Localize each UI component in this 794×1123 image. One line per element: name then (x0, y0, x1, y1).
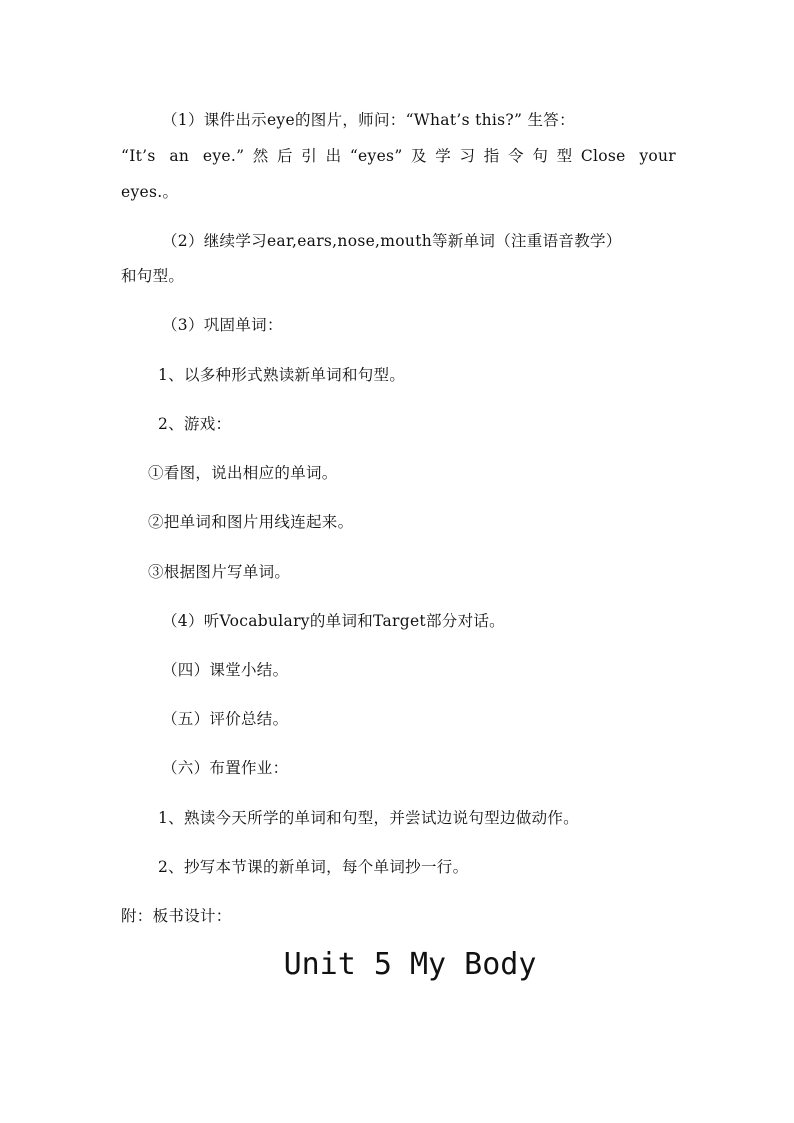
game-item-1: ①看图，说出相应的单词。 (148, 464, 338, 482)
section-summary: （四）课堂小结。 (162, 661, 289, 679)
paragraph-step-4: （4）听Vocabulary的单词和Target部分对话。 (162, 612, 505, 630)
section-evaluation: （五）评价总结。 (162, 710, 289, 728)
paragraph-step-2-line-1: （2）继续学习ear,ears,nose,mouth等新单词（注重语音教学） (162, 232, 622, 250)
paragraph-step-3: （3）巩固单词： (162, 316, 283, 334)
board-title: Unit 5 My Body (283, 947, 537, 982)
homework-item-1: 1、熟读今天所学的单词和句型，并尝试边说句型边做动作。 (158, 809, 579, 827)
list-item-practice-2: 2、游戏： (158, 415, 232, 433)
game-item-3: ③根据图片写单词。 (148, 563, 291, 581)
board-design-label: 附：板书设计： (121, 907, 232, 925)
list-item-practice-1: 1、以多种形式熟读新单词和句型。 (158, 366, 406, 384)
paragraph-step-1-line-3: eyes.。 (121, 183, 179, 201)
paragraph-step-1-line-1: （1）课件出示eye的图片，师问：“What’s this?” 生答： (162, 111, 575, 129)
paragraph-step-2-line-2: 和句型。 (121, 267, 185, 285)
section-homework: （六）布置作业： (162, 759, 289, 777)
paragraph-step-1-line-2: “It’s an eye.”然后引出“eyes”及学习指令句型Close your (121, 147, 676, 165)
game-item-2: ②把单词和图片用线连起来。 (148, 513, 354, 531)
homework-item-2: 2、抄写本节课的新单词，每个单词抄一行。 (158, 858, 469, 876)
